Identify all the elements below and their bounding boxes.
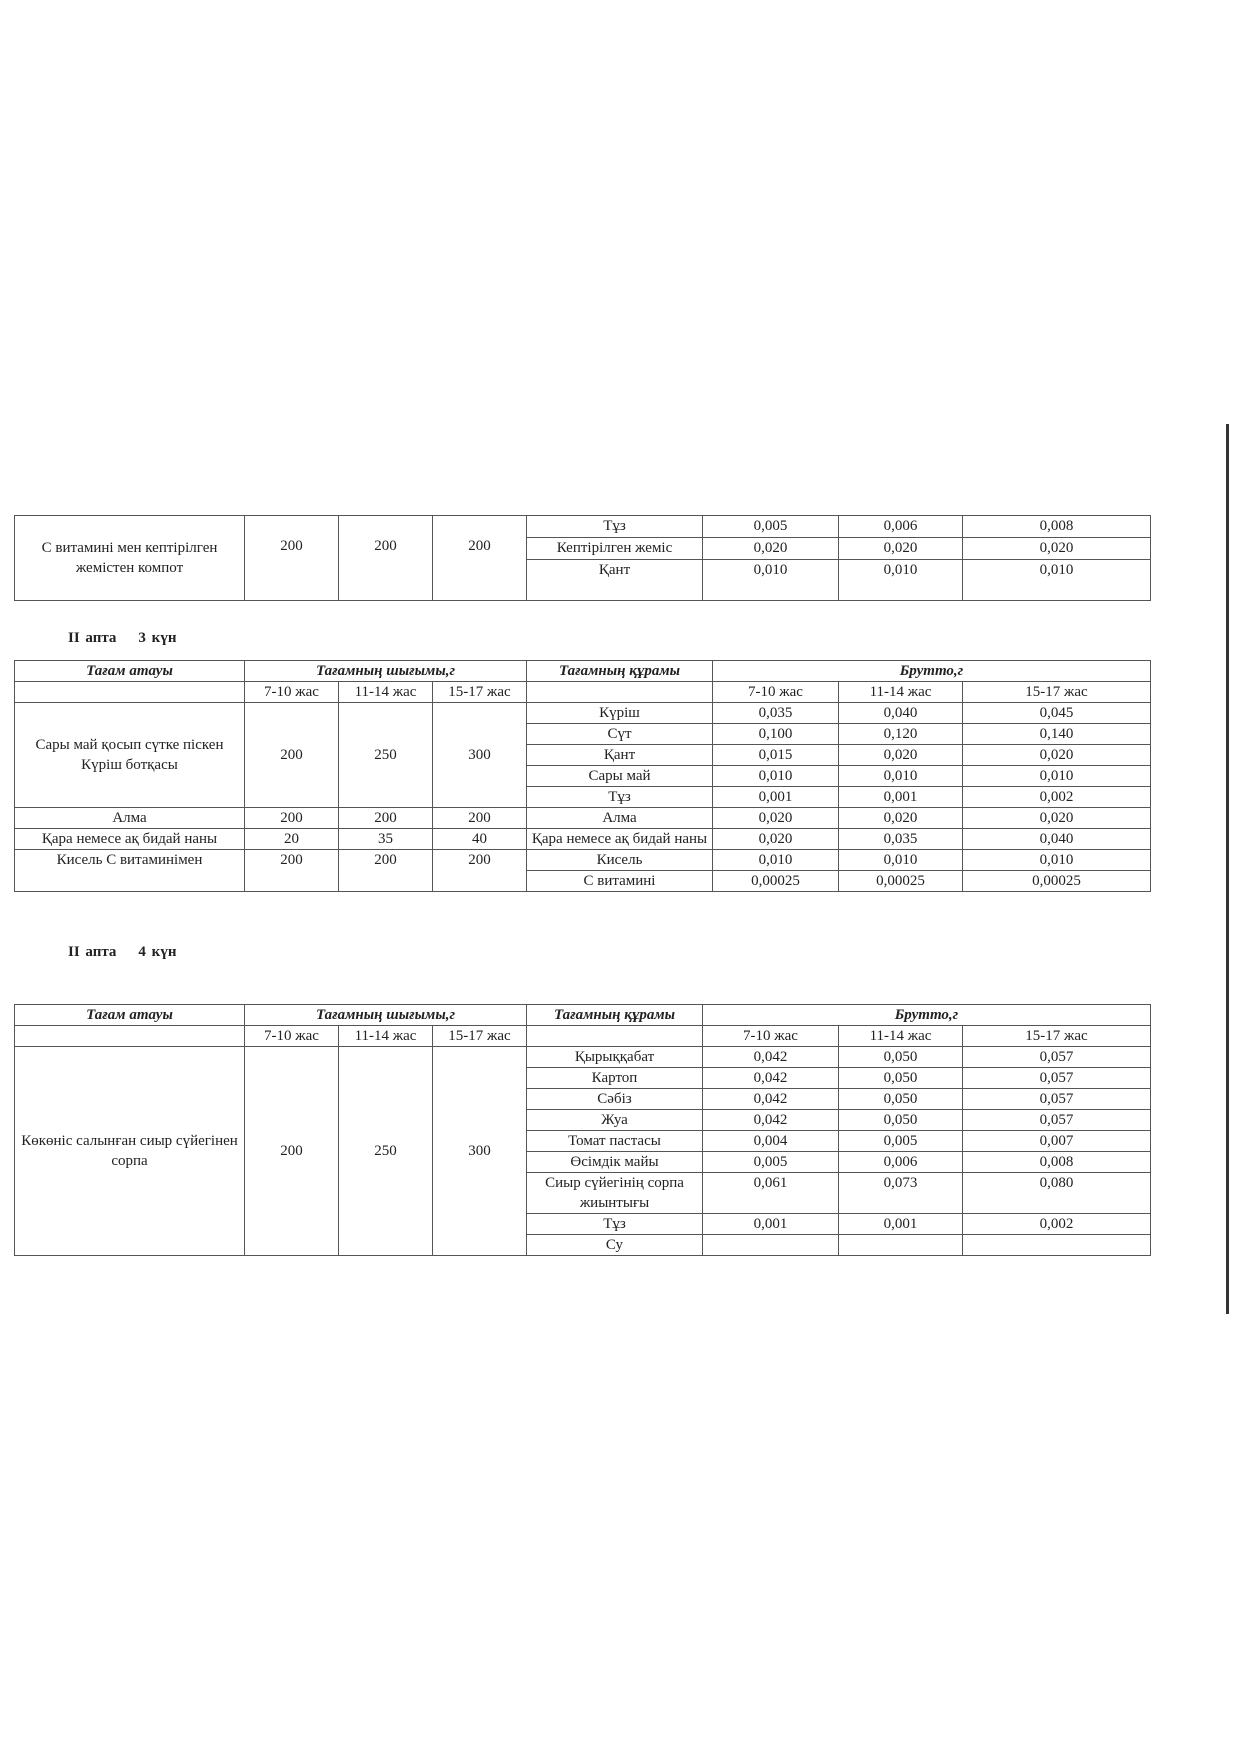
brutto-11-14: 0,020 — [839, 538, 963, 560]
header-dish-name: Тағам атауы — [15, 661, 245, 682]
dish-name: Сары май қосып сүтке піскен Күріш ботқасы — [15, 703, 245, 808]
dish-name: Көкөніс салынған сиыр сүйегінен сорпа — [15, 1047, 245, 1256]
brutto-11-14: 0,040 — [839, 703, 963, 724]
ingredient: Сүт — [527, 724, 713, 745]
brutto-15-17: 0,057 — [963, 1047, 1151, 1068]
output-7-10: 200 — [245, 1047, 339, 1256]
header-output: Тағамның шығымы,г — [245, 661, 527, 682]
ingredient: Жуа — [527, 1110, 703, 1131]
dish-name: Алма — [15, 808, 245, 829]
header-dish-name: Тағам атауы — [15, 1005, 245, 1026]
ingredient: Алма — [527, 808, 713, 829]
output-15-17: 200 — [433, 516, 527, 601]
output-11-14: 250 — [339, 703, 433, 808]
output-15-17: 200 — [433, 808, 527, 829]
table-row — [15, 1047, 1151, 1068]
brutto-11-14: 0,050 — [839, 1110, 963, 1131]
brutto-15-17: 0,057 — [963, 1089, 1151, 1110]
age-15-17: 15-17 жас — [433, 682, 527, 703]
section-heading-day-4 — [68, 944, 176, 961]
brutto-11-14: 0,050 — [839, 1089, 963, 1110]
ingredient: Томат пастасы — [527, 1131, 703, 1152]
brutto-15-17: 0,045 — [963, 703, 1151, 724]
ingredient: Су — [527, 1235, 703, 1256]
ingredient: Тұз — [527, 787, 713, 808]
brutto-7-10: 0,010 — [713, 766, 839, 787]
ingredient: Сәбіз — [527, 1089, 703, 1110]
table-row — [15, 516, 1151, 538]
brutto-15-17: 0,008 — [963, 516, 1151, 538]
ingredient: Картоп — [527, 1068, 703, 1089]
empty-cell — [527, 682, 713, 703]
age-11-14: 11-14 жас — [839, 682, 963, 703]
header-output: Тағамның шығымы,г — [245, 1005, 527, 1026]
brutto-7-10: 0,005 — [703, 516, 839, 538]
age-7-10: 7-10 жас — [713, 682, 839, 703]
brutto-7-10: 0,00025 — [713, 871, 839, 892]
ingredient: С витамині — [527, 871, 713, 892]
output-7-10: 20 — [245, 829, 339, 850]
brutto-7-10: 0,010 — [703, 560, 839, 601]
brutto-7-10: 0,042 — [703, 1047, 839, 1068]
output-11-14: 200 — [339, 516, 433, 601]
output-7-10: 200 — [245, 808, 339, 829]
brutto-11-14 — [839, 1235, 963, 1256]
brutto-7-10: 0,035 — [713, 703, 839, 724]
compote-table — [14, 515, 1151, 601]
brutto-15-17: 0,008 — [963, 1152, 1151, 1173]
age-15-17: 15-17 жас — [963, 1026, 1151, 1047]
header-brutto: Брутто,г — [713, 661, 1151, 682]
age-header-row — [15, 1026, 1151, 1047]
ingredient: Кисель — [527, 850, 713, 871]
ingredient: Сиыр сүйегінің сорпа жиынтығы — [527, 1173, 703, 1214]
brutto-15-17: 0,040 — [963, 829, 1151, 850]
section-heading-day-3 — [68, 630, 176, 647]
header-row — [15, 1005, 1151, 1026]
brutto-15-17: 0,140 — [963, 724, 1151, 745]
table-row — [15, 850, 1151, 871]
brutto-11-14: 0,010 — [839, 766, 963, 787]
ingredient: Кептірілген жеміс — [527, 538, 703, 560]
brutto-11-14: 0,020 — [839, 745, 963, 766]
output-7-10: 200 — [245, 850, 339, 892]
ingredient: Қант — [527, 560, 703, 601]
age-7-10: 7-10 жас — [703, 1026, 839, 1047]
age-11-14: 11-14 жас — [339, 682, 433, 703]
dish-name: Қара немесе ақ бидай наны — [15, 829, 245, 850]
brutto-11-14: 0,006 — [839, 516, 963, 538]
header-row — [15, 661, 1151, 682]
age-11-14: 11-14 жас — [339, 1026, 433, 1047]
ingredient: Сары май — [527, 766, 713, 787]
brutto-7-10: 0,042 — [703, 1089, 839, 1110]
age-15-17: 15-17 жас — [963, 682, 1151, 703]
brutto-7-10: 0,042 — [703, 1068, 839, 1089]
brutto-15-17: 0,010 — [963, 850, 1151, 871]
day-3-table — [14, 660, 1151, 892]
header-brutto: Брутто,г — [703, 1005, 1151, 1026]
output-11-14: 250 — [339, 1047, 433, 1256]
brutto-15-17: 0,020 — [963, 538, 1151, 560]
empty-cell — [15, 682, 245, 703]
age-7-10: 7-10 жас — [245, 682, 339, 703]
age-header-row — [15, 682, 1151, 703]
brutto-15-17: 0,010 — [963, 766, 1151, 787]
brutto-11-14: 0,073 — [839, 1173, 963, 1214]
table-row — [15, 808, 1151, 829]
empty-cell — [527, 1026, 703, 1047]
brutto-15-17: 0,002 — [963, 787, 1151, 808]
empty-cell — [15, 1026, 245, 1047]
brutto-7-10 — [703, 1235, 839, 1256]
dish-name: С витамині мен кептірілген жемістен компот — [15, 516, 245, 601]
brutto-15-17: 0,057 — [963, 1068, 1151, 1089]
brutto-7-10: 0,042 — [703, 1110, 839, 1131]
brutto-7-10: 0,020 — [713, 808, 839, 829]
brutto-7-10: 0,020 — [703, 538, 839, 560]
brutto-11-14: 0,00025 — [839, 871, 963, 892]
output-15-17: 300 — [433, 1047, 527, 1256]
header-composition: Тағамның құрамы — [527, 661, 713, 682]
brutto-11-14: 0,010 — [839, 560, 963, 601]
brutto-7-10: 0,100 — [713, 724, 839, 745]
table-row — [15, 829, 1151, 850]
age-7-10: 7-10 жас — [245, 1026, 339, 1047]
brutto-11-14: 0,020 — [839, 808, 963, 829]
header-composition: Тағамның құрамы — [527, 1005, 703, 1026]
ingredient: Қырыққабат — [527, 1047, 703, 1068]
brutto-15-17: 0,020 — [963, 745, 1151, 766]
brutto-15-17: 0,057 — [963, 1110, 1151, 1131]
brutto-15-17: 0,002 — [963, 1214, 1151, 1235]
scan-edge-line — [1226, 424, 1229, 1314]
brutto-11-14: 0,010 — [839, 850, 963, 871]
output-11-14: 200 — [339, 808, 433, 829]
day-label: 3 күн — [138, 630, 177, 646]
output-15-17: 200 — [433, 850, 527, 892]
brutto-11-14: 0,005 — [839, 1131, 963, 1152]
output-7-10: 200 — [245, 703, 339, 808]
brutto-7-10: 0,004 — [703, 1131, 839, 1152]
brutto-11-14: 0,050 — [839, 1047, 963, 1068]
output-11-14: 35 — [339, 829, 433, 850]
brutto-11-14: 0,006 — [839, 1152, 963, 1173]
ingredient: Тұз — [527, 516, 703, 538]
brutto-7-10: 0,010 — [713, 850, 839, 871]
brutto-11-14: 0,001 — [839, 787, 963, 808]
ingredient: Қант — [527, 745, 713, 766]
output-15-17: 300 — [433, 703, 527, 808]
ingredient: Күріш — [527, 703, 713, 724]
day-4-table — [14, 1004, 1151, 1256]
ingredient: Өсімдік майы — [527, 1152, 703, 1173]
brutto-7-10: 0,001 — [713, 787, 839, 808]
age-11-14: 11-14 жас — [839, 1026, 963, 1047]
week-label: II апта — [68, 944, 117, 960]
week-label: II апта — [68, 630, 117, 646]
brutto-11-14: 0,035 — [839, 829, 963, 850]
table-row — [15, 703, 1151, 724]
brutto-15-17: 0,007 — [963, 1131, 1151, 1152]
brutto-15-17: 0,020 — [963, 808, 1151, 829]
brutto-7-10: 0,001 — [703, 1214, 839, 1235]
brutto-11-14: 0,120 — [839, 724, 963, 745]
age-15-17: 15-17 жас — [433, 1026, 527, 1047]
output-15-17: 40 — [433, 829, 527, 850]
brutto-7-10: 0,015 — [713, 745, 839, 766]
brutto-11-14: 0,001 — [839, 1214, 963, 1235]
dish-name: Кисель С витаминімен — [15, 850, 245, 892]
brutto-7-10: 0,020 — [713, 829, 839, 850]
ingredient: Тұз — [527, 1214, 703, 1235]
output-7-10: 200 — [245, 516, 339, 601]
brutto-7-10: 0,005 — [703, 1152, 839, 1173]
ingredient: Қара немесе ақ бидай наны — [527, 829, 713, 850]
brutto-15-17: 0,080 — [963, 1173, 1151, 1214]
output-11-14: 200 — [339, 850, 433, 892]
brutto-15-17: 0,010 — [963, 560, 1151, 601]
brutto-11-14: 0,050 — [839, 1068, 963, 1089]
brutto-15-17 — [963, 1235, 1151, 1256]
day-label: 4 күн — [138, 944, 177, 960]
brutto-7-10: 0,061 — [703, 1173, 839, 1214]
brutto-15-17: 0,00025 — [963, 871, 1151, 892]
